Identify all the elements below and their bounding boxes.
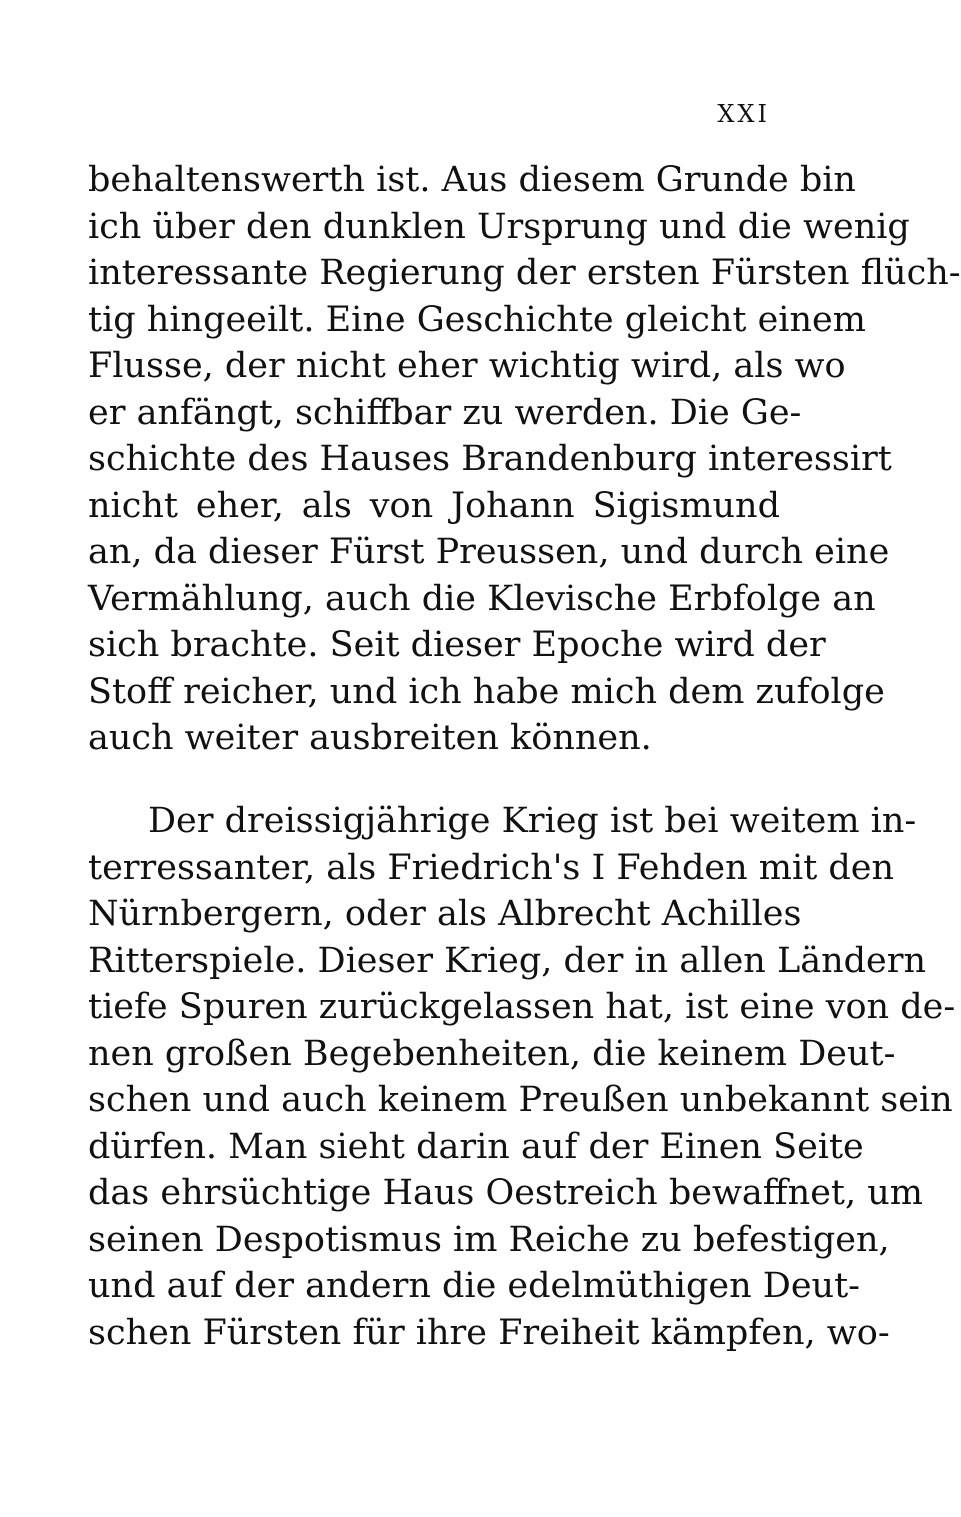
text-line: Ritterspiele. Dieser Krieg, der in allen Ländern xyxy=(88,940,927,981)
text-line: nicht eher, als von Johann Sigismund xyxy=(88,485,780,526)
text-line: seinen Despotismus im Reiche zu befestigen, xyxy=(88,1219,890,1260)
paragraph-2 xyxy=(88,798,956,1356)
text-line: nen großen Begebenheiten, die keinem Deut- xyxy=(88,1033,896,1074)
text-line: Stoff reicher, und ich habe mich dem zufolge xyxy=(88,671,885,712)
text-line: behaltenswerth ist. Aus diesem Grunde bin xyxy=(88,160,856,200)
text-line: schichte des Hauses Brandenburg interessirt xyxy=(88,439,892,479)
text-line: tiefe Spuren zurückgelassen hat, ist eine von de- xyxy=(88,987,956,1027)
text-line: Der dreissigjährige Krieg ist bei weitem in- xyxy=(148,801,917,841)
text-line: das ehrsüchtige Haus Oestreich bewaffnet, um xyxy=(88,1173,923,1213)
text-line: auch weiter ausbreiten können. xyxy=(88,718,652,758)
text-line: ich über den dunklen Ursprung und die wenig xyxy=(88,206,910,247)
text-line: schen und auch keinem Preußen unbekannt sein xyxy=(88,1080,953,1120)
text-line: dürfen. Man sieht darin auf der Einen Seite xyxy=(88,1126,864,1167)
text-line: tig hingeeilt. Eine Geschichte gleicht einem xyxy=(88,299,866,340)
page-number: XXI xyxy=(717,100,770,128)
paragraph-1 xyxy=(88,157,961,762)
text-line: interessante Regierung der ersten Fürsten flüch- xyxy=(88,253,961,293)
text-line: er anfängt, schiffbar zu werden. Die Ge- xyxy=(88,392,802,433)
text-line: und auf der andern die edelmüthigen Deut- xyxy=(88,1266,860,1306)
text-line: sich brachte. Seit dieser Epoche wird der xyxy=(88,625,826,665)
text-line: Nürnbergern, oder als Albrecht Achilles xyxy=(88,894,802,934)
text-line: an, da dieser Fürst Preussen, und durch eine xyxy=(88,532,890,572)
text-line: schen Fürsten für ihre Freiheit kämpfen, wo- xyxy=(88,1312,890,1353)
text-line: terressanter, als Friedrich's I Fehden mit den xyxy=(88,847,895,888)
text-line: Vermählung, auch die Klevische Erbfolge an xyxy=(88,578,876,619)
text-line: Flusse, der nicht eher wichtig wird, als wo xyxy=(88,346,846,386)
